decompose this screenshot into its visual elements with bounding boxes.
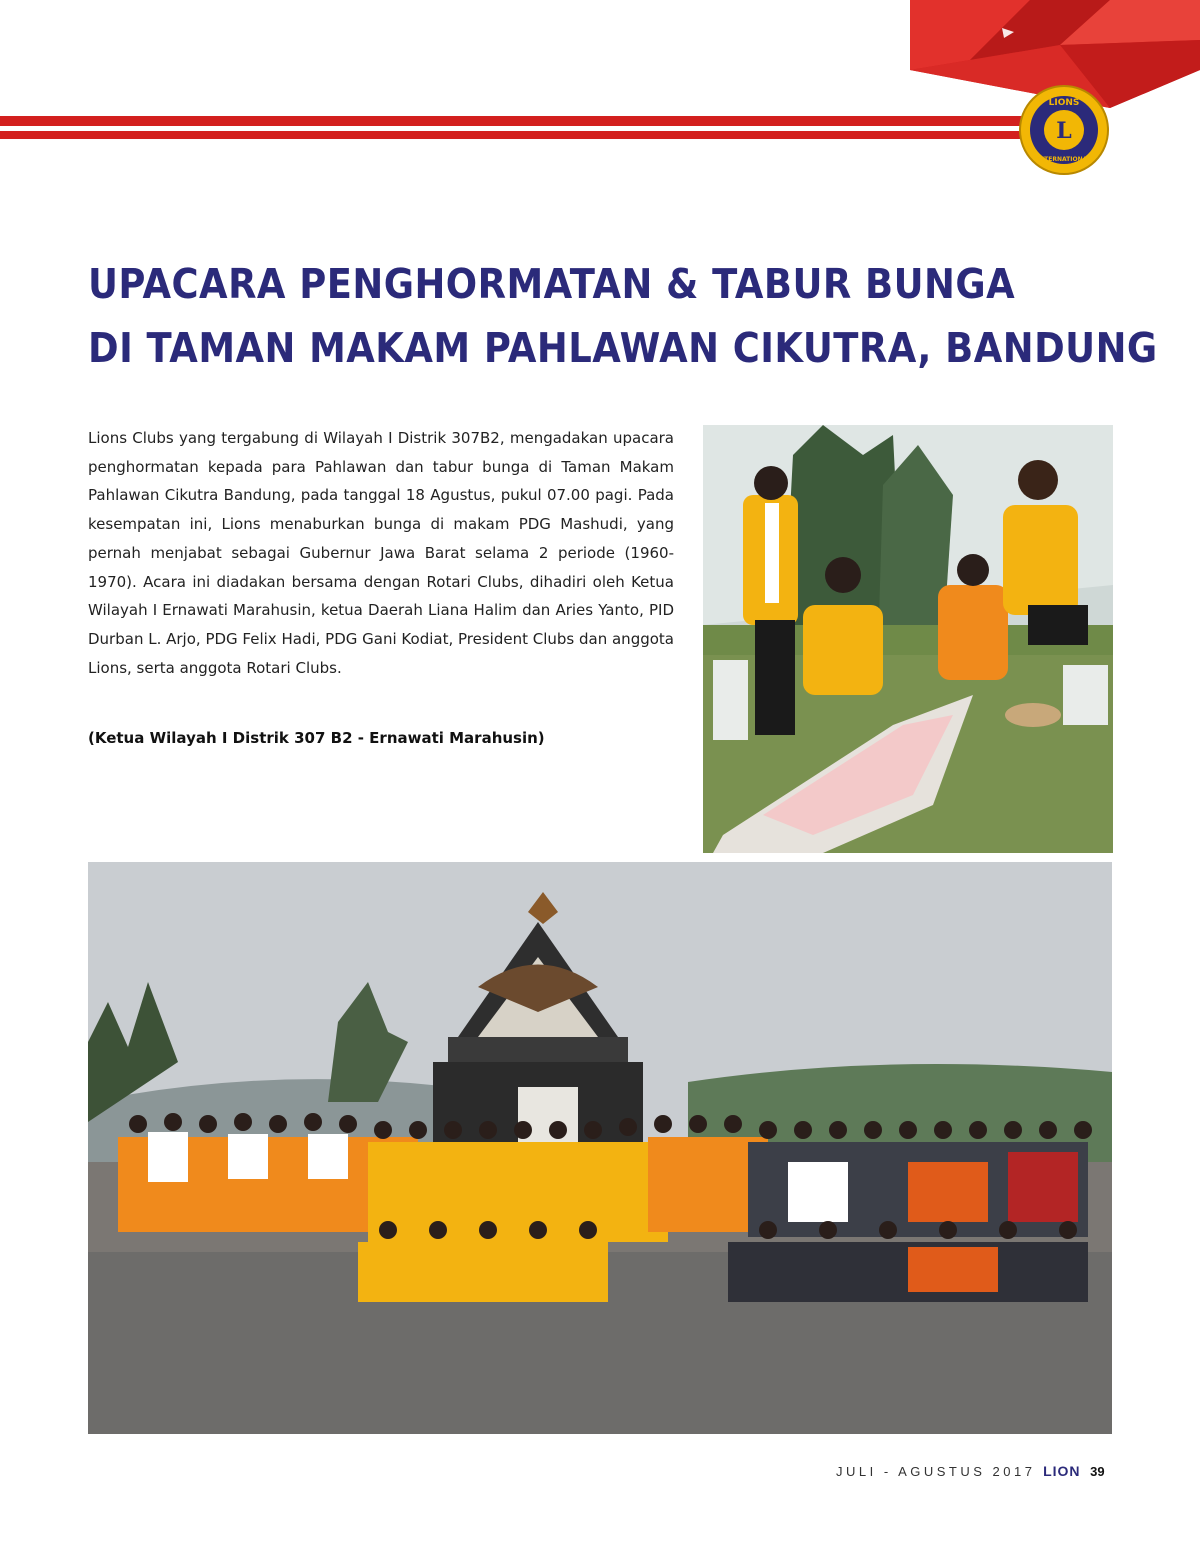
svg-text:L: L	[1056, 118, 1072, 144]
header-band	[0, 0, 1200, 180]
article-title-line-2: DI TAMAN MAKAM PAHLAWAN CIKUTRA, BANDUNG	[88, 324, 1158, 372]
lions-international-emblem	[1016, 82, 1112, 178]
article-title-line-1: UPACARA PENGHORMATAN & TABUR BUNGA	[88, 260, 1016, 308]
article-byline: (Ketua Wilayah I Distrik 307 B2 - Ernawati Marahusin)	[88, 729, 545, 747]
svg-text:INTERNATIONAL: INTERNATIONAL	[1036, 156, 1092, 163]
page-footer	[836, 1463, 1136, 1479]
footer-issue: JULI - AGUSTUS 2017	[836, 1464, 1036, 1479]
footer-page-number: 39	[1090, 1464, 1105, 1479]
article-title	[88, 252, 1158, 380]
photo-group-monument	[88, 862, 1112, 1434]
header-stripe-top	[0, 116, 1030, 126]
footer-magazine-name: LION	[1043, 1463, 1081, 1479]
header-stripe-bottom	[0, 131, 1030, 139]
article-body: Lions Clubs yang tergabung di Wilayah I Distrik 307B2, mengadakan upacara penghormatan kepada para Pahlawan dan tabur bunga di Taman Makam Pahlawan Cikutra Bandung, pada tanggal 18 Agustus, pukul 07.00 pagi. Pada kesempatan ini, Lions menaburkan bunga di makam PDG Mashudi, yang pernah menjabat sebagai Gubernur Jawa Barat selama 2 periode (1960-1970). Acara ini diadakan bersama dengan Rotari Clubs, dihadiri oleh Ketua Wilayah I Ernawati Marahusin, ketua Daerah Liana Halim dan Aries Yanto, PID Durban L. Arjo, PDG Felix Hadi, PDG Gani Kodiat, President Clubs dan anggota Lions, serta anggota Rotari Clubs.	[88, 429, 674, 677]
svg-text:LIONS: LIONS	[1048, 98, 1080, 108]
photo-flower-sprinkling	[703, 425, 1113, 853]
